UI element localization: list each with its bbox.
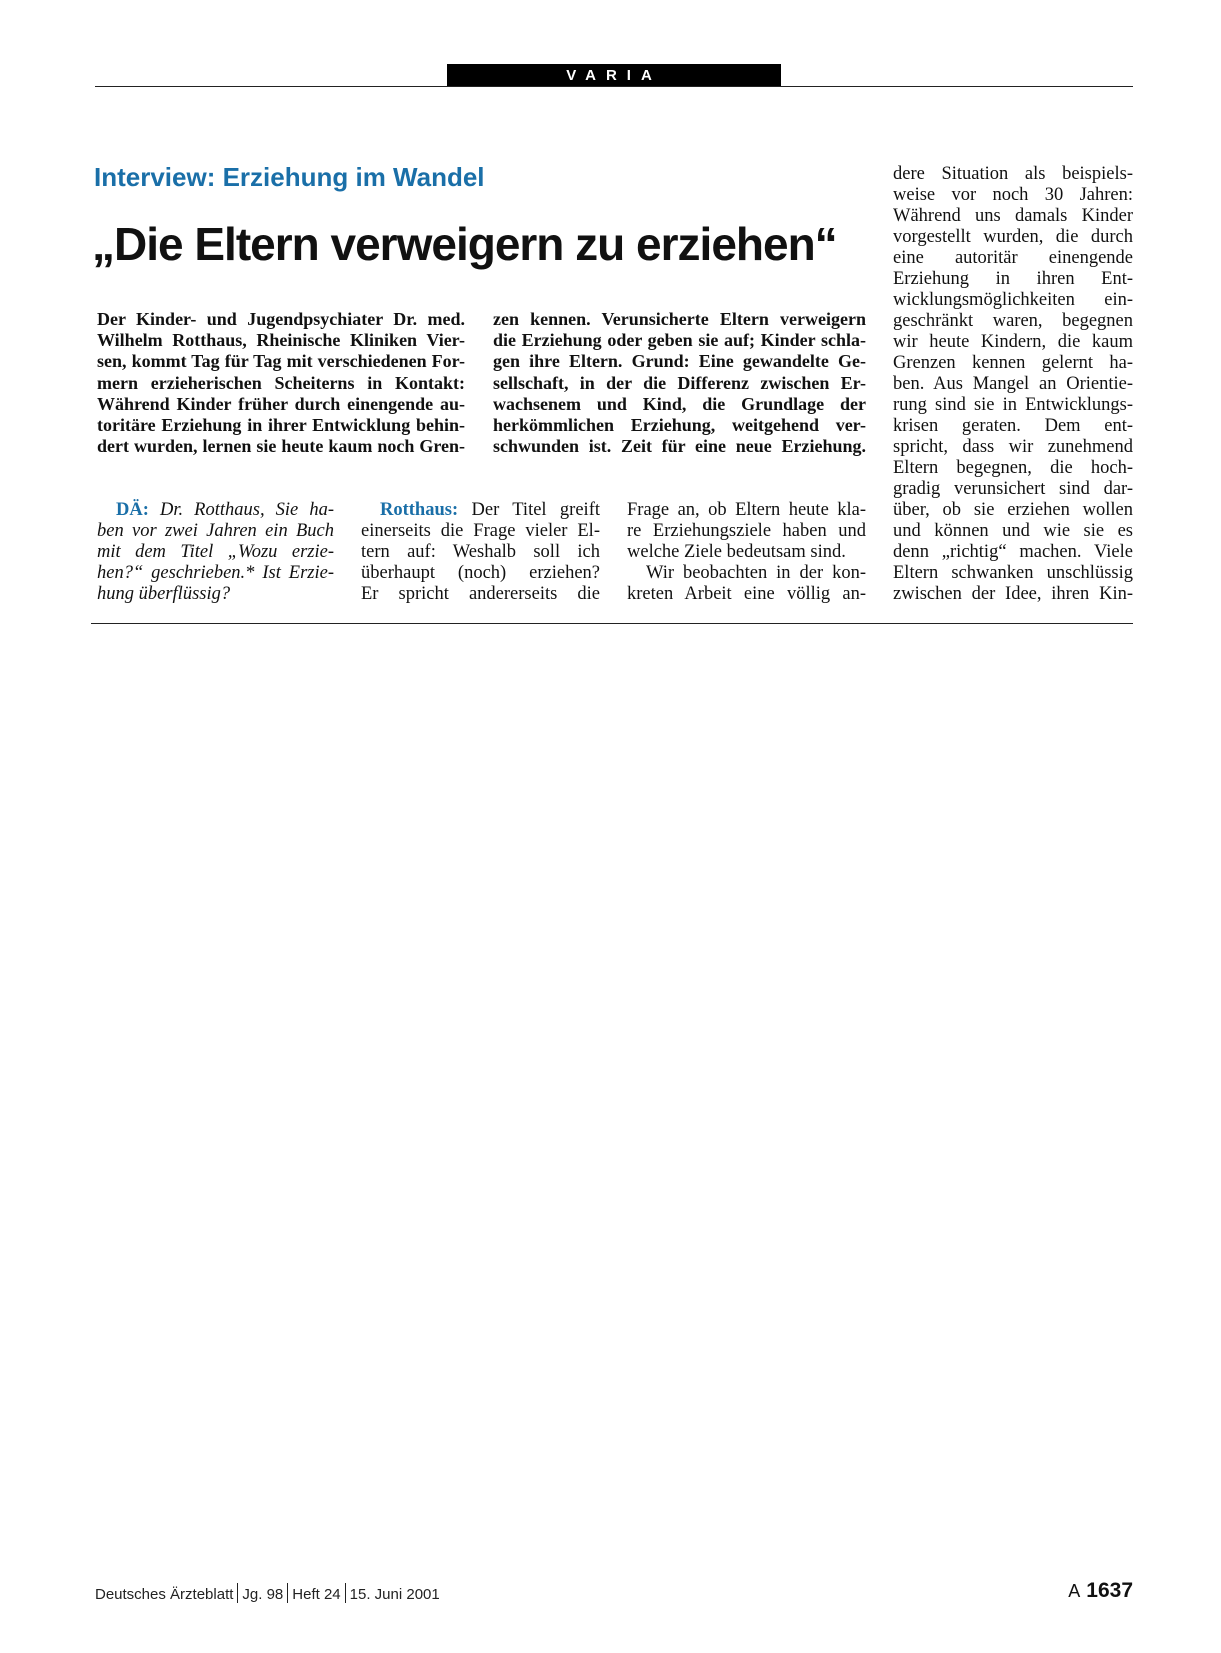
issue-date: 15. Juni 2001 [349,1586,440,1603]
body-line: eine autoritär einengende [893,248,1133,268]
footer-citation [95,1583,440,1603]
answer-column-1 [361,500,600,605]
answer-line: einerseits die Frage vieler El- [361,521,600,541]
footer-divider [237,1583,238,1603]
lead-line: Wilhelm Rotthaus, Rheinische Kliniken Vier- [97,330,465,351]
question-first-line [97,500,334,521]
body-line: dere Situation als beispiels- [893,164,1133,184]
answer-line: überhaupt (noch) erziehen? [361,563,600,583]
body-line: gradig verunsichert sind dar- [893,479,1133,499]
body-line: Eltern schwanken unschlüssig [893,563,1133,583]
right-column [893,164,1133,605]
body-line: geschränkt waren, begegnen [893,311,1133,331]
lead-line: gen ihre Eltern. Grund: Eine gewandelte Ge- [493,351,866,372]
page-number [1068,1579,1133,1603]
journal-volume: Jg. 98 [242,1586,284,1603]
body-line: rung sind sie in Entwicklungs- [893,395,1133,415]
answer-line: re Erziehungsziele haben und [627,521,866,541]
question-line: hung überflüssig? [97,584,231,604]
answer-line: Wir beobachten in der kon- [646,563,866,583]
answer-speaker: Rotthaus: [380,500,459,520]
body-line: ben. Aus Mangel an Orientie- [893,374,1133,394]
answer-line: Frage an, ob Eltern heute kla- [627,500,866,520]
question-line: ben vor zwei Jahren ein Buch [97,521,334,541]
body-line: Erziehung in ihren Ent- [893,269,1133,289]
question-line: mit dem Titel „Wozu erzie- [97,542,334,562]
body-line: wir heute Kindern, die kaum [893,332,1133,352]
answer-line: kreten Arbeit eine völlig an- [627,584,866,604]
lead-line: schwunden ist. Zeit für eine neue Erziehung. [493,436,866,457]
lead-line: dert wurden, lernen sie heute kaum noch Gren- [97,436,465,457]
question-speaker: DÄ: [116,500,149,520]
body-line: weise vor noch 30 Jahren: [893,185,1133,205]
lead-line: sen, kommt Tag für Tag mit verschiedenen For- [97,351,465,372]
lead-line: Der Kinder- und Jugendpsychiater Dr. med. [97,309,465,329]
body-line: Während uns damals Kinder [893,206,1133,226]
interview-question [97,500,334,605]
answer-line: welche Ziele bedeutsam sind. [627,542,846,562]
body-line: spricht, dass wir zunehmend [893,437,1133,457]
footer-divider [345,1583,346,1603]
body-line: Grenzen kennen gelernt ha- [893,353,1133,373]
lead-column-1 [97,309,465,457]
lead-line: Während Kinder früher durch einengende au- [97,393,465,414]
body-line: denn „richtig“ machen. Viele [893,542,1133,562]
article-headline: „Die Eltern verweigern zu erziehen“ [92,218,837,270]
journal-name: Deutsches Ärzteblatt [95,1586,234,1603]
answer-column-2 [627,500,866,605]
lead-line: die Erziehung oder geben sie auf; Kinder schla- [493,330,866,351]
page-number-value: 1637 [1086,1579,1133,1602]
section-label: VARIA [447,64,781,87]
top-rule [95,86,1133,87]
lead-line: wachsenem und Kind, die Grundlage der [493,393,866,414]
body-line: zwischen der Idee, ihren Kin- [893,584,1133,604]
lead-line: herkömmlichen Erziehung, weitgehend ver- [493,415,866,436]
body-line: über, ob sie erziehen wollen [893,500,1133,520]
lead-column-2 [493,309,866,457]
answer-text: Der Titel greift [471,500,600,520]
answer-line: tern auf: Weshalb soll ich [361,542,600,562]
lead-line: mern erzieherischen Scheiterns in Kontakt: [97,372,465,393]
lead-line: zen kennen. Verunsicherte Eltern verweigern [493,309,866,329]
answer-line: Er spricht andererseits die [361,584,600,604]
article-kicker: Interview: Erziehung im Wandel [94,162,485,192]
question-text: Dr. Rotthaus, Sie ha- [159,500,334,520]
body-line: und können und wie sie es [893,521,1133,541]
footer-divider [287,1583,288,1603]
page-prefix: A [1068,1581,1081,1601]
lead-line: toritäre Erziehung in ihrer Entwicklung behin- [97,415,465,436]
bottom-rule [91,623,1133,624]
journal-issue: Heft 24 [292,1586,341,1603]
answer-first-line [361,500,600,521]
body-line: vorgestellt wurden, die durch [893,227,1133,247]
body-line: krisen geraten. Dem ent- [893,416,1133,436]
question-line: hen?“ geschrieben.* Ist Erzie- [97,563,334,583]
body-line: wicklungsmöglichkeiten ein- [893,290,1133,310]
body-line: Eltern begegnen, die hoch- [893,458,1133,478]
lead-line: sellschaft, in der die Differenz zwischen Er- [493,372,866,393]
